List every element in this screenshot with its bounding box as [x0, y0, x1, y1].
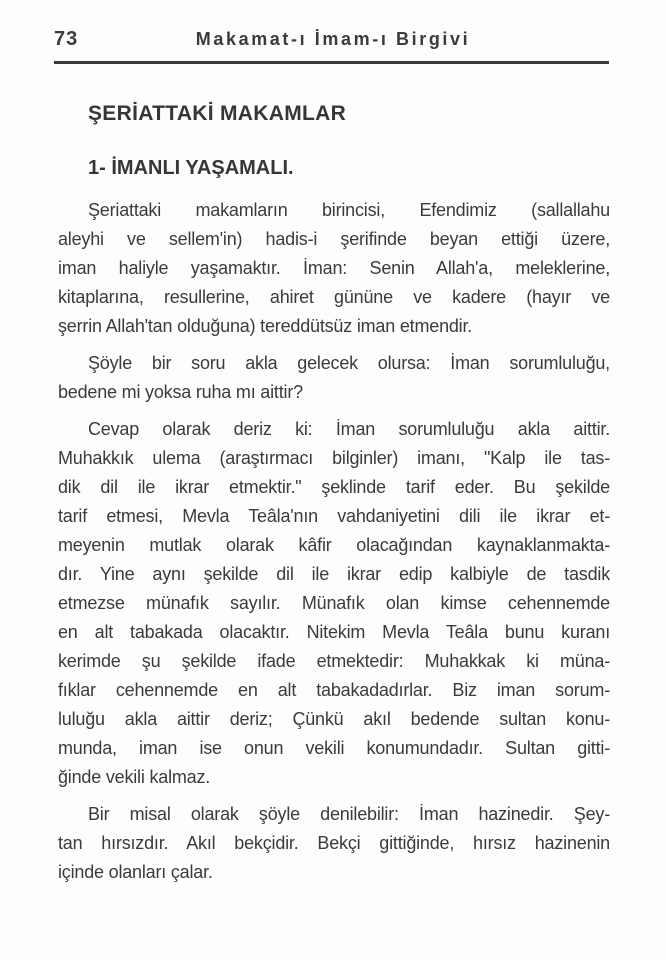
- text-line: tarif etmesi, Mevla Teâla'nın vahdaniyetini dili ile ikrar et-: [58, 506, 610, 526]
- text-line: bedene mi yoksa ruha mı aittir?: [58, 382, 303, 402]
- text-line: Cevap olarak deriz ki: İman sorumluluğu akla aittir.: [88, 419, 610, 439]
- page-number: 73: [54, 28, 79, 50]
- text-line: tan hırsızdır. Akıl bekçidir. Bekçi gittiğinde, hırsız hazinenin: [58, 833, 610, 853]
- text-line: kerimde şu şekilde ifade etmektedir: Muhakkak ki müna-: [58, 651, 610, 671]
- text-line: Bir misal olarak şöyle denilebilir: İman hazinedir. Şey-: [88, 804, 610, 824]
- text-line: en alt tabakada olacaktır. Nitekim Mevla Teâla bunu kuranı: [58, 622, 610, 642]
- header-rule: [54, 61, 609, 64]
- text-line: fıklar cehennemde en alt tabakadadırlar. Biz iman sorum-: [58, 680, 610, 700]
- subsection-title: 1- İMANLI YAŞAMALI.: [88, 157, 294, 179]
- text-line: şerrin Allah'tan olduğuna) tereddütsüz iman etmendir.: [58, 316, 473, 336]
- text-line: meyenin mutlak olarak kâfir olacağından kaynaklanmakta-: [58, 535, 610, 555]
- text-line: munda, iman ise onun vekili konumundadır. Sultan gitti-: [58, 738, 610, 758]
- text-line: Şeriattaki makamların birincisi, Efendimiz (sallallahu: [88, 200, 610, 220]
- text-line: etmezse münafık sayılır. Münafık olan kimse cehennemde: [58, 593, 610, 613]
- paragraph: [58, 196, 610, 341]
- text-line: aleyhi ve sellem'in) hadis-i şerifinde beyan ettiği üzere,: [58, 229, 610, 249]
- text-line: iman haliyle yaşamaktır. İman: Senin Allah'a, meleklerine,: [58, 258, 610, 278]
- text-line: dır. Yine aynı şekilde dil ile ikrar edip kalbiyle de tasdik: [58, 564, 610, 584]
- text-line: Muhakkık ulema (araştırmacı bilginler) imanı, "Kalp ile tas-: [58, 448, 610, 468]
- page-header: [0, 0, 666, 54]
- running-title: Makamat-ı İmam-ı Birgivi: [195, 29, 471, 49]
- paragraph: [58, 349, 610, 407]
- text-line: luluğu akla aittir deriz; Çünkü akıl bedende sultan konu-: [58, 709, 610, 729]
- paragraph: [58, 415, 610, 792]
- text-line: Şöyle bir soru akla gelecek olursa: İman sorumluluğu,: [88, 353, 610, 373]
- paragraphs: [58, 196, 610, 887]
- text-line: içinde olanları çalar.: [58, 862, 213, 882]
- paragraph: [58, 800, 610, 887]
- text-line: kitaplarına, resullerine, ahiret gününe ve kadere (hayır ve: [58, 287, 610, 307]
- text-line: ğinde vekili kalmaz.: [58, 767, 211, 787]
- page-content: [0, 102, 666, 887]
- section-title: ŞERİATTAKİ MAKAMLAR: [88, 102, 347, 125]
- text-line: dik dil ile ikrar etmektir." şeklinde tarif eder. Bu şekilde: [58, 477, 610, 497]
